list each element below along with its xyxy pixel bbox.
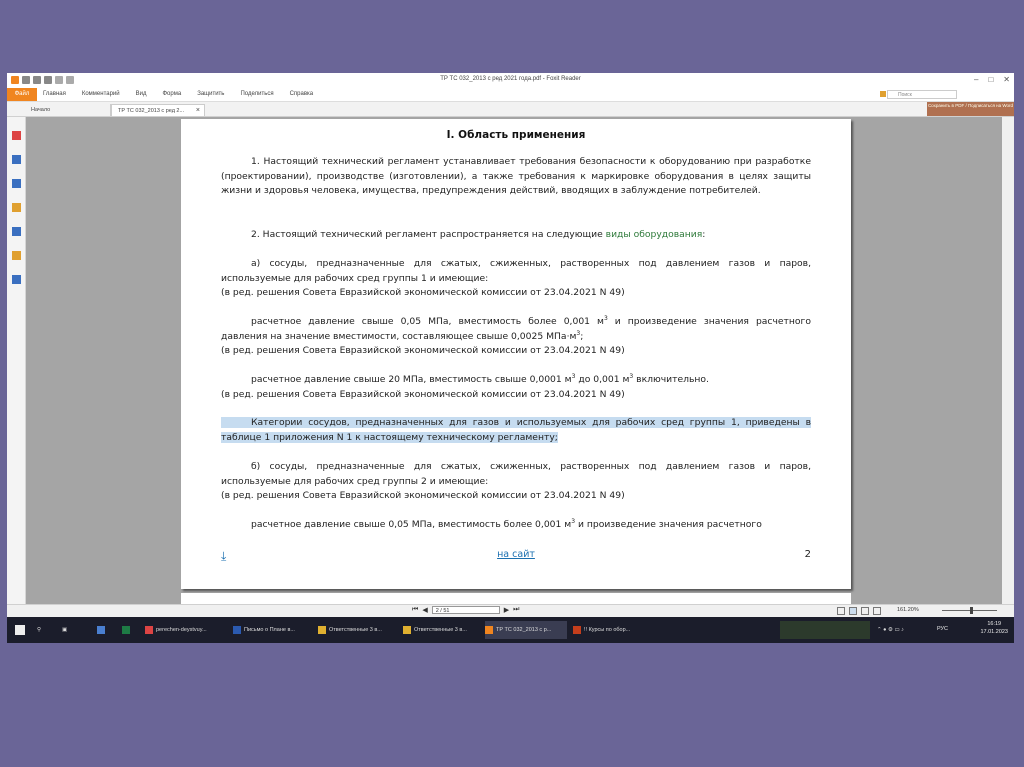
ad-banner[interactable]: Сохранить в PDF / Подписаться на Word [927,102,1014,116]
paragraph-1-text: 1. Настоящий технический регламент устанавливает требования безопасности к оборудованию при разработке (проектировании), производстве (изготовлении), а также требования к маркировке оборудования в целях защиты жизни и здоровья человека, имущества, предупреждения действий, вводящих в заблуждение потребителей. [221,156,811,196]
taskbar-item-word[interactable] [233,621,313,639]
language-indicator[interactable]: РУС [937,626,949,632]
taskbar-item-label: Ответственные 3 в... [329,627,382,633]
paragraph-2-end: : [702,229,706,240]
zoom-level[interactable]: 161.20% [897,607,919,613]
taskbar-item-label: Ответственные 3 в... [414,627,467,633]
page-navigation [412,606,519,614]
single-page-icon[interactable] [837,607,845,615]
paragraph-4-text-a: расчетное давление свыше 0,05 МПа, вместимость более 0,001 м [251,316,604,327]
highlighted-indent [221,417,251,428]
tab-label: ТР ТС 032_2013 с ред 2... [118,108,185,114]
paragraph-6-text-highlighted[interactable]: Категории сосудов, предназначенных для газов и используемых для рабочих сред группы 1, приведены в таблице 1 приложения N 1 к настоящему техническому регламенту; [221,417,811,443]
taskbar-item-label: ТР ТС 032_2013 с р... [496,627,552,633]
taskbar-item-label: Письмо о Плане в... [244,627,295,633]
page-footer [221,549,811,561]
paragraph-2 [221,228,811,243]
security-icon[interactable] [12,251,21,260]
clock[interactable] [980,620,1008,636]
chrome-icon [145,626,153,634]
menu-home[interactable]: Главная [43,91,66,97]
bookmark-icon[interactable] [12,131,21,140]
clock-time: 16:19 [987,621,1002,627]
document-area[interactable] [26,117,1002,604]
file-menu-button[interactable]: Файл [7,88,37,101]
comments-icon[interactable] [12,203,21,212]
right-toolbar [1002,117,1014,604]
paragraph-5-text-a: расчетное давление свыше 20 МПа, вместимость свыше 0,0001 м [251,374,572,385]
tray-icons[interactable]: ⌃ ● ⚙ ▭ ♪ [877,627,904,633]
menu-share[interactable]: Поделиться [240,91,274,97]
excel-icon[interactable] [122,621,132,639]
menu-form[interactable]: Форма [162,91,182,97]
close-icon[interactable]: ✕ [1003,75,1010,84]
maximize-icon[interactable]: □ [988,75,994,84]
amendment-note: (в ред. решения Совета Евразийской экономической комиссии от 23.04.2021 N 49) [221,345,625,356]
page-number-input[interactable]: 2 / 51 [432,606,500,614]
window-title: ТР ТС 032_2013 с ред 2021 года.pdf - Foxit Reader [440,76,581,82]
powerpoint-icon [573,626,581,634]
tools-icon[interactable] [12,275,21,284]
paragraph-5-text-b: до 0,001 м [575,374,630,385]
taskbar-item-foxit[interactable] [485,621,567,639]
network-graph-widget [780,621,870,639]
facing-page-icon[interactable] [861,607,869,615]
windows-start-icon[interactable] [15,625,25,635]
document-page [181,119,851,589]
ribbon-menus [43,91,313,97]
superscript: 3 [571,517,576,525]
taskbar [7,617,1014,643]
to-site-link[interactable]: на сайт [497,549,535,560]
foxit-icon [485,626,493,634]
tab-start[interactable] [25,104,111,116]
paragraph-7-text: б) сосуды, предназначенные для сжатых, сжиженных, растворенных под давлением газов и паров, используемые для рабочих сред группы 2 и имеющие: [221,461,811,487]
folder-icon [403,626,411,634]
last-page-icon[interactable]: ⏭ [513,606,520,613]
search-icon [880,91,886,97]
tab-label: Начало [31,107,51,113]
taskbar-item-label: perechen-deystvuy... [156,627,207,633]
taskbar-item-powerpoint[interactable] [573,621,655,639]
taskbar-item-chrome[interactable] [145,621,225,639]
superscript: 3 [571,372,576,380]
menu-help[interactable]: Справка [289,91,314,97]
paragraph-8 [221,518,811,533]
page-number: 2 [804,549,811,560]
store-icon[interactable] [97,621,107,639]
search-input[interactable]: Поиск [887,90,957,99]
taskbar-item-folder-1[interactable] [318,621,398,639]
paragraph-7 [221,460,811,504]
zoom-slider-knob[interactable] [970,607,973,614]
paragraph-2-text: 2. Настоящий технический регламент распространяется на следующие [251,229,606,240]
superscript: 3 [603,314,608,322]
paragraph-5-text-c: включительно. [633,374,709,385]
next-page-icon[interactable]: ▶ [503,607,510,614]
amendment-note: (в ред. решения Совета Евразийской экономической комиссии от 23.04.2021 N 49) [221,388,625,400]
folder-icon [318,626,326,634]
paragraph-4-text-b: и произведение значения расчетного давления на значение вместимости, составляющее свыше 0,0025 МПа·м [221,316,811,342]
taskbar-item-label: !! Курсы по обор... [584,627,631,633]
paragraph-1 [221,155,811,199]
paragraph-5 [221,373,811,402]
minimize-icon[interactable]: – [974,75,979,84]
paragraph-8-text-a: расчетное давление свыше 0,05 МПа, вместимость более 0,001 м [251,519,572,530]
pages-icon[interactable] [12,155,21,164]
superscript: 3 [629,372,634,380]
paragraph-3-text: а) сосуды, предназначенные для сжатых, сжиженных, растворенных под давлением газов и паров, используемые для рабочих сред группы 1 и имеющие: [221,258,811,284]
prev-page-icon[interactable]: ◀ [422,607,428,614]
clock-date: 17.01.2023 [980,629,1008,635]
download-arrow-icon[interactable]: ⤓ [221,549,227,563]
screenshot-frame [7,73,1014,643]
paragraph-3 [221,257,811,301]
window-controls [974,75,1010,84]
task-view-icon[interactable]: ▣ [62,627,68,633]
paragraph-6 [221,416,811,445]
paragraph-8-text-b: и произведение значения расчетного [575,519,762,530]
menu-view[interactable]: Вид [135,91,147,97]
tab-close-icon[interactable]: × [195,107,200,114]
paragraph-4-text-c: ; [580,330,584,342]
amendment-note: (в ред. решения Совета Евразийской экономической комиссии от 23.04.2021 N 49) [221,490,625,501]
page-heading: I. Область применения [446,129,586,141]
left-panel [7,117,26,604]
first-page-icon[interactable]: ⏮ [412,606,419,613]
word-icon [233,626,241,634]
menu-protect[interactable]: Защитить [197,91,225,97]
amendment-note: (в ред. решения Совета Евразийской экономической комиссии от 23.04.2021 N 49) [221,287,625,298]
attachment-icon[interactable] [12,227,21,236]
menu-comment[interactable]: Комментарий [81,91,120,97]
title-bar [7,73,1014,88]
ribbon [7,88,1014,102]
taskbar-item-folder-2[interactable] [403,621,483,639]
layers-icon[interactable] [12,179,21,188]
continuous-page-icon[interactable] [849,607,857,615]
tab-bar [7,102,1014,117]
paragraph-4 [221,315,811,359]
equipment-types-link[interactable]: виды оборудования [605,229,703,240]
continuous-facing-icon[interactable] [873,607,881,615]
superscript: 3 [576,329,581,337]
status-bar [7,604,1014,617]
tab-document[interactable] [111,104,205,116]
search-icon[interactable]: ⚲ [37,627,42,633]
